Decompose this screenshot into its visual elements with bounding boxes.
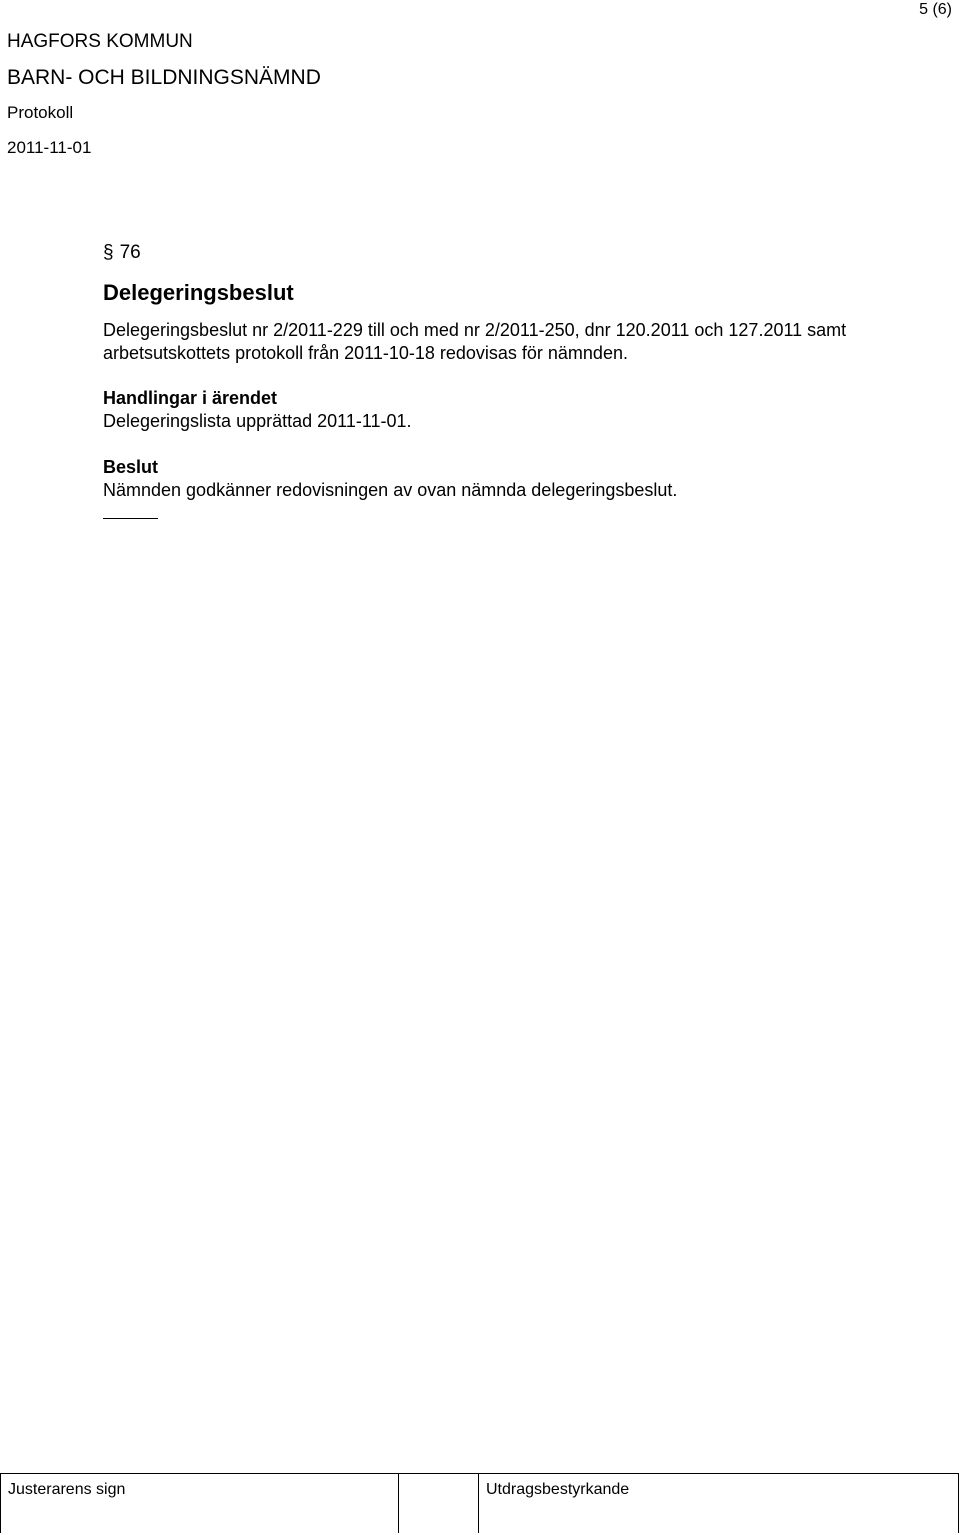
document-type: Protokoll <box>7 103 74 122</box>
documents-text: Delegeringslista upprättad 2011-11-01. <box>103 411 412 431</box>
section-title: Delegeringsbeslut <box>103 280 294 305</box>
certification-label: Utdragsbestyrkande <box>486 1481 630 1498</box>
adjuster-signature-cell <box>1 1474 399 1533</box>
section-intro: Delegeringsbeslut nr 2/2011-229 till och med nr 2/2011-250, dnr 120.2011 och 127.2011 samt arbetsutskottets protokoll från 2011-10-18 redovisas för nämnden. <box>103 320 847 363</box>
adjuster-signature-label: Justerarens sign <box>8 1481 126 1498</box>
organization-name: HAGFORS KOMMUN <box>7 31 193 52</box>
signature-footer <box>0 1473 959 1533</box>
section-number-value: 76 <box>119 242 141 263</box>
documents-heading: Handlingar i ärendet <box>103 388 278 408</box>
page-number: 5 (6) <box>919 1 952 18</box>
decision-heading: Beslut <box>103 457 159 477</box>
section-end-rule <box>103 518 158 519</box>
decision-text: Nämnden godkänner redovisningen av ovan nämnda delegeringsbeslut. <box>103 480 678 500</box>
document-date: 2011-11-01 <box>7 138 92 157</box>
section-symbol: § <box>103 242 114 263</box>
footer-spacer-cell <box>399 1474 479 1533</box>
section-number <box>103 241 141 265</box>
board-name: BARN- OCH BILDNINGSNÄMND <box>7 66 321 89</box>
certification-cell <box>479 1474 958 1533</box>
